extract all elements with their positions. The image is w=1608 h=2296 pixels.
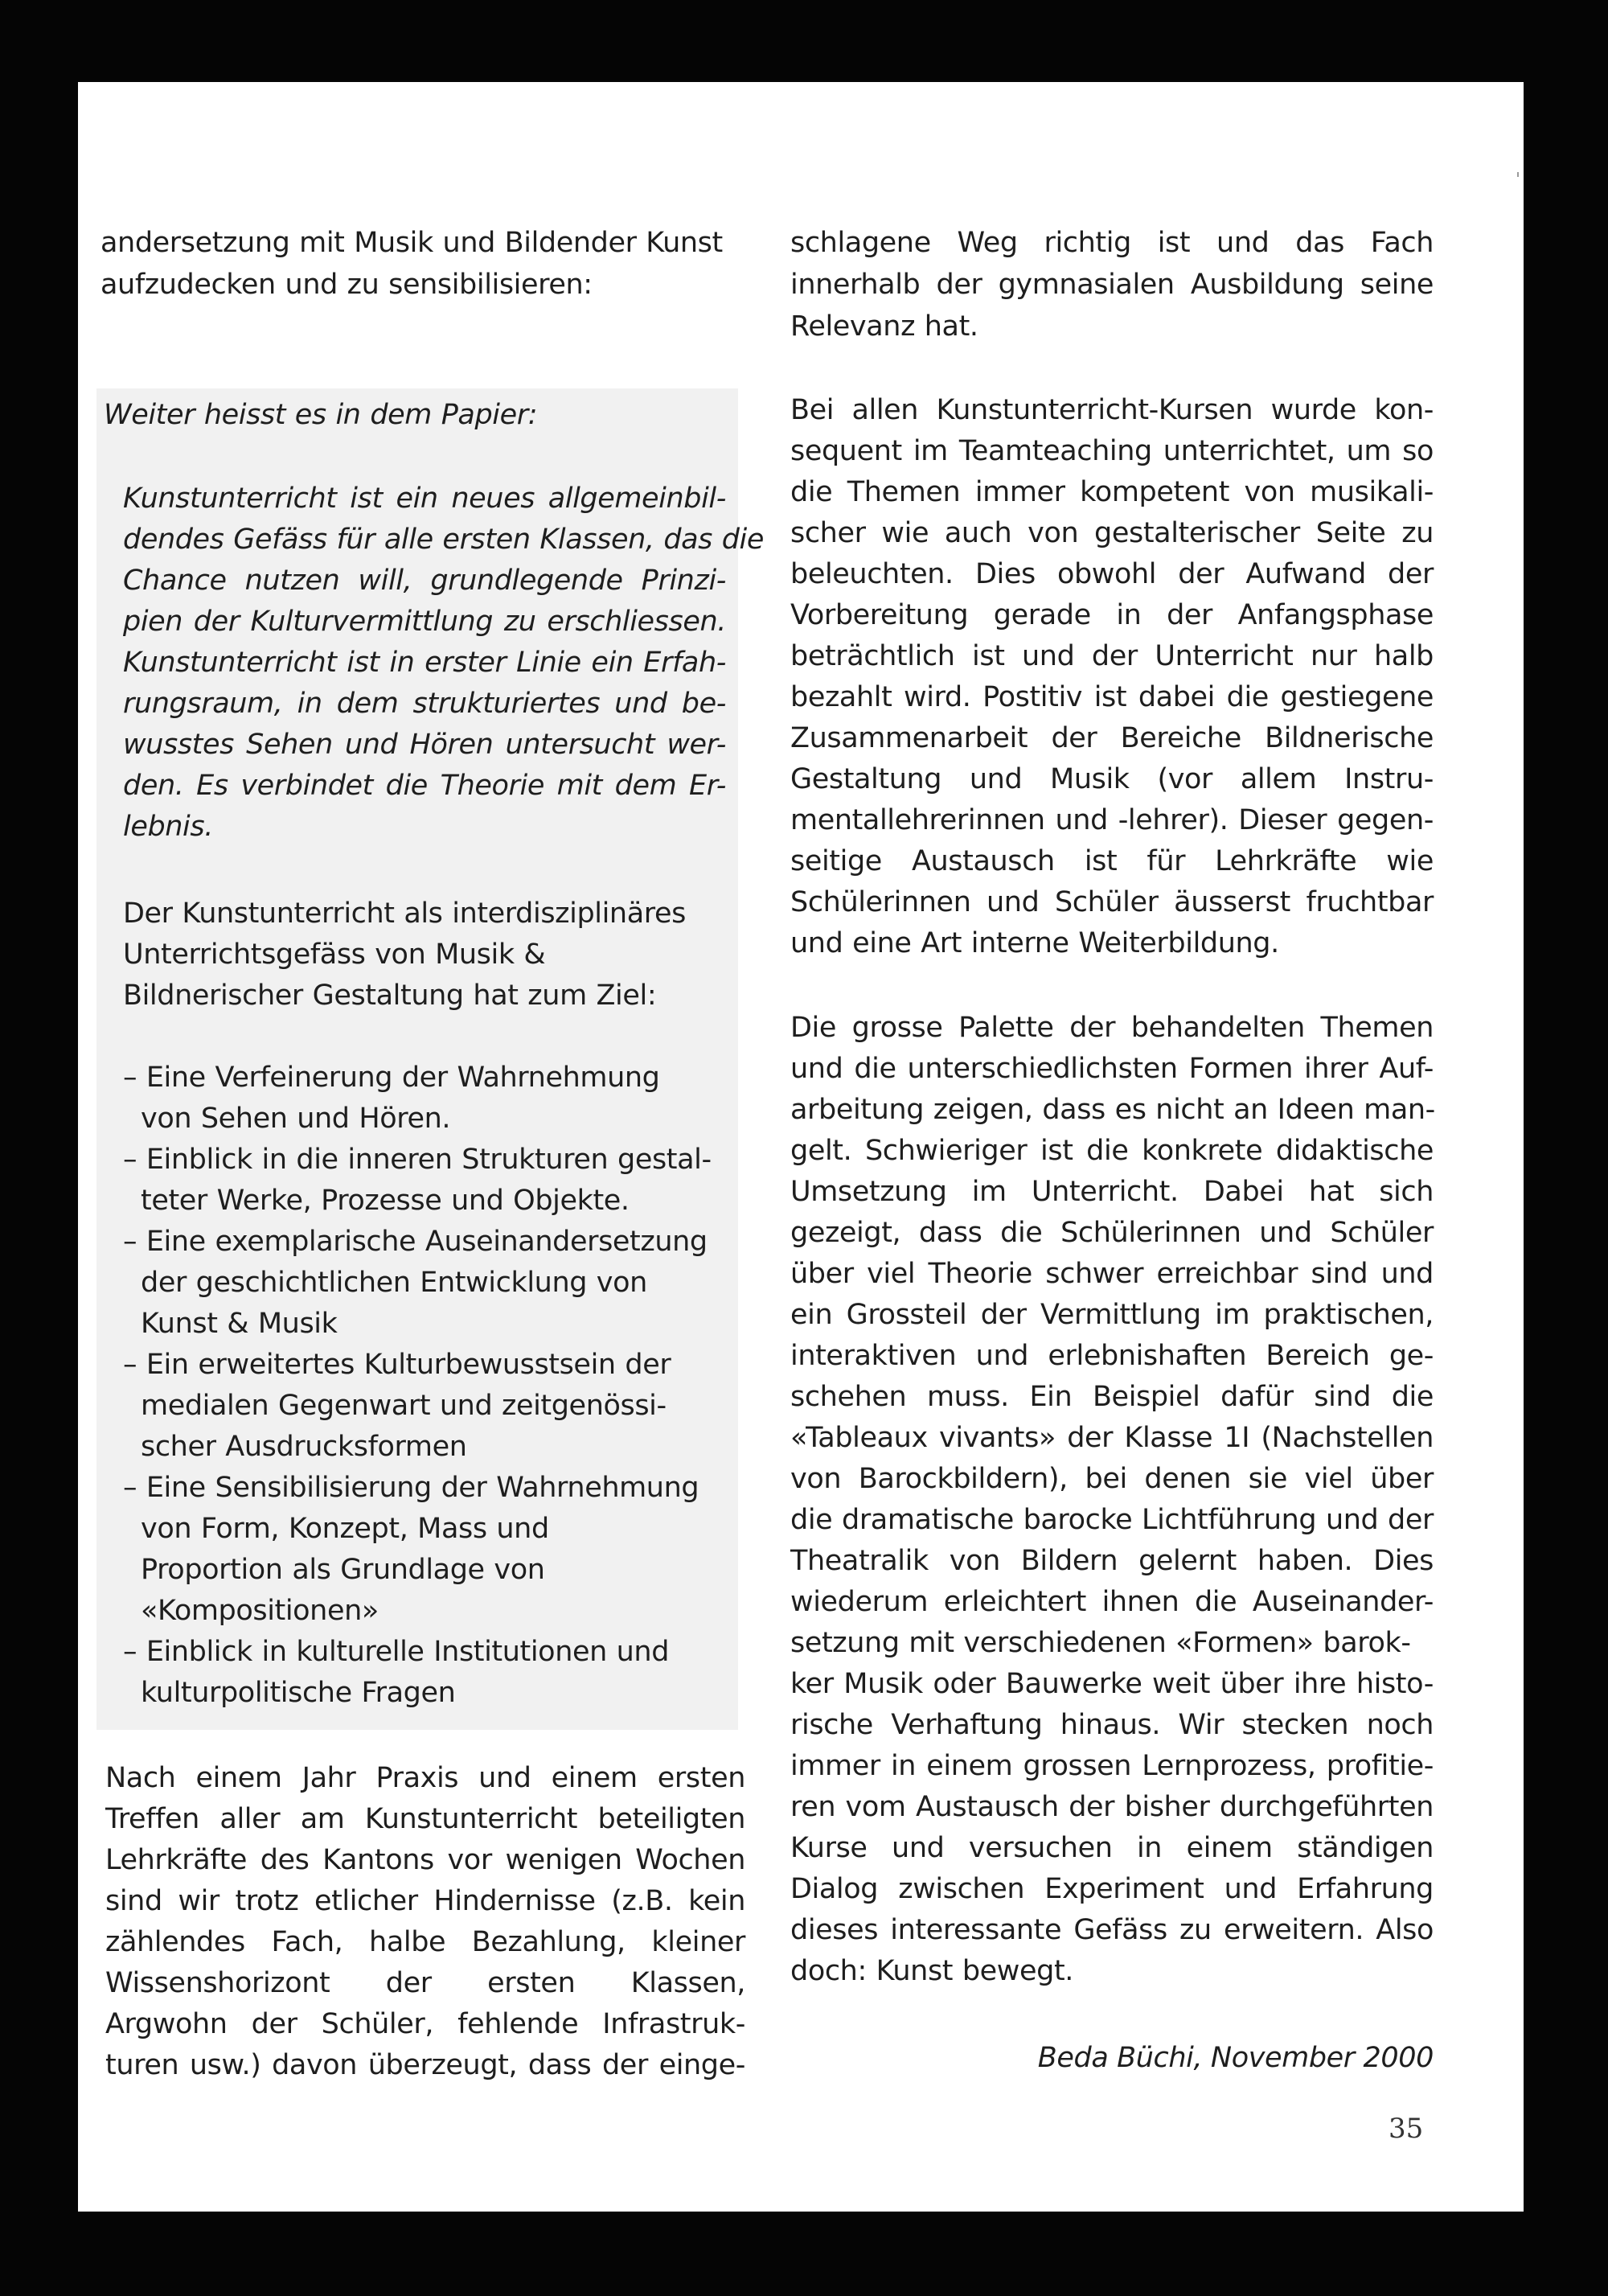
author-signature: Beda Büchi, November 2000 (1037, 2042, 1434, 2074)
body-line: dieses interessante Gefäss zu erweitern. Also (790, 1914, 1434, 1946)
body-line: ker Musik oder Bauwerke weit über ihre histo- (790, 1668, 1434, 1700)
body-line: Schülerinnen und Schüler äusserst fruchtbar (790, 886, 1434, 918)
body-line: die Themen immer kompetent von musikali- (790, 476, 1434, 508)
goal-item-continuation: «Kompositionen» (141, 1595, 379, 1627)
quote-heading: Weiter heisst es in dem Papier: (104, 399, 538, 431)
body-line: seitige Austausch ist für Lehrkräfte wie (790, 845, 1434, 877)
body-line: schlagene Weg richtig ist und das Fach (790, 227, 1434, 259)
goal-item-continuation: teter Werke, Prozesse und Objekte. (141, 1185, 630, 1217)
body-line: Dialog zwischen Experiment und Erfahrung (790, 1873, 1434, 1905)
body-line: und die unterschiedlichsten Formen ihrer Auf- (790, 1053, 1434, 1085)
goal-item: – Eine exemplarische Auseinandersetzung (123, 1226, 708, 1258)
body-line: Relevanz hat. (790, 310, 978, 343)
body-line: Treffen aller am Kunstunterricht beteiligten (105, 1803, 745, 1835)
body-line: mentallehrerinnen und -lehrer). Dieser gegen- (790, 804, 1434, 836)
goal-item-continuation: scher Ausdrucksformen (141, 1431, 467, 1463)
body-line: Gestaltung und Musik (vor allem Instru- (790, 763, 1434, 795)
body-line: schehen muss. Ein Beispiel dafür sind die (790, 1381, 1434, 1413)
goal-item-continuation: medialen Gegenwart und zeitgenössi- (141, 1390, 667, 1422)
goal-item-continuation: von Sehen und Hören. (141, 1103, 451, 1135)
body-line: ein Grossteil der Vermittlung im praktischen, (790, 1299, 1434, 1331)
body-line: Kurse und versuchen in einem ständigen (790, 1832, 1434, 1864)
quote-line: Kunstunterricht ist in erster Linie ein Erfah- (123, 647, 726, 679)
page-number: 35 (1389, 2113, 1424, 2145)
body-line: beträchtlich ist und der Unterricht nur halb (790, 640, 1434, 672)
intro-line: andersetzung mit Musik und Bildender Kunst (100, 227, 723, 259)
goal-item: – Eine Sensibilisierung der Wahrnehmung (123, 1472, 699, 1504)
body-line: ren vom Austausch der bisher durchgeführten (790, 1791, 1434, 1823)
document-page (78, 82, 1524, 2212)
goal-intro-line: Bildnerischer Gestaltung hat zum Ziel: (123, 980, 657, 1012)
goal-intro-line: Unterrichtsgefäss von Musik & (123, 939, 546, 971)
goal-item-continuation: kulturpolitische Fragen (141, 1677, 456, 1709)
body-line: scher wie auch von gestalterischer Seite zu (790, 517, 1434, 549)
body-line: Lehrkräfte des Kantons vor wenigen Wochen (105, 1844, 745, 1876)
body-line: und eine Art interne Weiterbildung. (790, 927, 1279, 959)
intro-line: aufzudecken und zu sensibilisieren: (100, 269, 593, 301)
quote-line: Chance nutzen will, grundlegende Prinzi- (123, 565, 726, 597)
body-line: immer in einem grossen Lernprozess, profitie- (790, 1750, 1434, 1782)
body-line: Wissenshorizont der ersten Klassen, (105, 1967, 745, 1999)
body-line: interaktiven und erlebnishaften Bereich ge- (790, 1340, 1434, 1372)
body-line: gelt. Schwieriger ist die konkrete didaktische (790, 1135, 1434, 1167)
goal-item-continuation: von Form, Konzept, Mass und (141, 1513, 549, 1545)
body-line: die dramatische barocke Lichtführung und der (790, 1504, 1434, 1536)
body-line: innerhalb der gymnasialen Ausbildung seine (790, 269, 1434, 301)
quote-line: lebnis. (123, 811, 213, 843)
body-line: turen usw.) davon überzeugt, dass der einge- (105, 2049, 745, 2081)
body-line: Theatralik von Bildern gelernt haben. Dies (790, 1545, 1434, 1577)
goal-item: – Ein erweitertes Kulturbewusstsein der (123, 1349, 671, 1381)
body-line: setzung mit verschiedenen «Formen» barok- (790, 1627, 1411, 1659)
body-line: sequent im Teamteaching unterrichtet, um so (790, 435, 1434, 467)
goal-item: – Einblick in die inneren Strukturen gestal- (123, 1144, 712, 1176)
body-line: doch: Kunst bewegt. (790, 1955, 1074, 1987)
body-line: Zusammenarbeit der Bereiche Bildnerische (790, 722, 1434, 754)
quote-line: Kunstunterricht ist ein neues allgemeinbil- (123, 483, 726, 515)
goal-item-continuation: der geschichtlichen Entwicklung von (141, 1267, 647, 1299)
body-line: Vorbereitung gerade in der Anfangsphase (790, 599, 1434, 631)
body-line: Bei allen Kunstunterricht-Kursen wurde kon- (790, 394, 1434, 426)
scan-artifact (1517, 172, 1519, 177)
goal-item-continuation: Kunst & Musik (141, 1308, 338, 1340)
body-line: rische Verhaftung hinaus. Wir stecken noch (790, 1709, 1434, 1741)
body-line: Argwohn der Schüler, fehlende Infrastruk- (105, 2008, 745, 2040)
body-line: Umsetzung im Unterricht. Dabei hat sich (790, 1176, 1434, 1208)
goal-item: – Eine Verfeinerung der Wahrnehmung (123, 1062, 660, 1094)
quote-line: wusstes Sehen und Hören untersucht wer- (123, 729, 726, 761)
body-line: bezahlt wird. Postitiv ist dabei die gestiegene (790, 681, 1434, 713)
goal-item-continuation: Proportion als Grundlage von (141, 1554, 545, 1586)
quote-line: den. Es verbindet die Theorie mit dem Er- (123, 770, 726, 802)
body-line: Nach einem Jahr Praxis und einem ersten (105, 1762, 745, 1794)
body-line: wiederum erleichtert ihnen die Auseinander- (790, 1586, 1434, 1618)
quote-line: dendes Gefäss für alle ersten Klassen, das die (123, 524, 765, 556)
goal-intro-line: Der Kunstunterricht als interdisziplinäres (123, 897, 686, 930)
body-line: arbeitung zeigen, dass es nicht an Ideen man- (790, 1094, 1435, 1126)
body-line: «Tableaux vivants» der Klasse 1I (Nachstellen (790, 1422, 1434, 1454)
body-line: beleuchten. Dies obwohl der Aufwand der (790, 558, 1434, 590)
body-line: von Barockbildern), bei denen sie viel über (790, 1463, 1434, 1495)
body-line: zählendes Fach, halbe Bezahlung, kleiner (105, 1926, 745, 1958)
body-line: über viel Theorie schwer erreichbar sind und (790, 1258, 1434, 1290)
body-line: Die grosse Palette der behandelten Themen (790, 1012, 1434, 1044)
body-line: gezeigt, dass die Schülerinnen und Schüler (790, 1217, 1434, 1249)
body-line: sind wir trotz etlicher Hindernisse (z.B. kein (105, 1885, 745, 1917)
quote-line: pien der Kulturvermittlung zu erschliessen. (123, 606, 726, 638)
goal-item: – Einblick in kulturelle Institutionen und (123, 1636, 670, 1668)
quote-line: rungsraum, in dem strukturiertes und be- (123, 688, 726, 720)
